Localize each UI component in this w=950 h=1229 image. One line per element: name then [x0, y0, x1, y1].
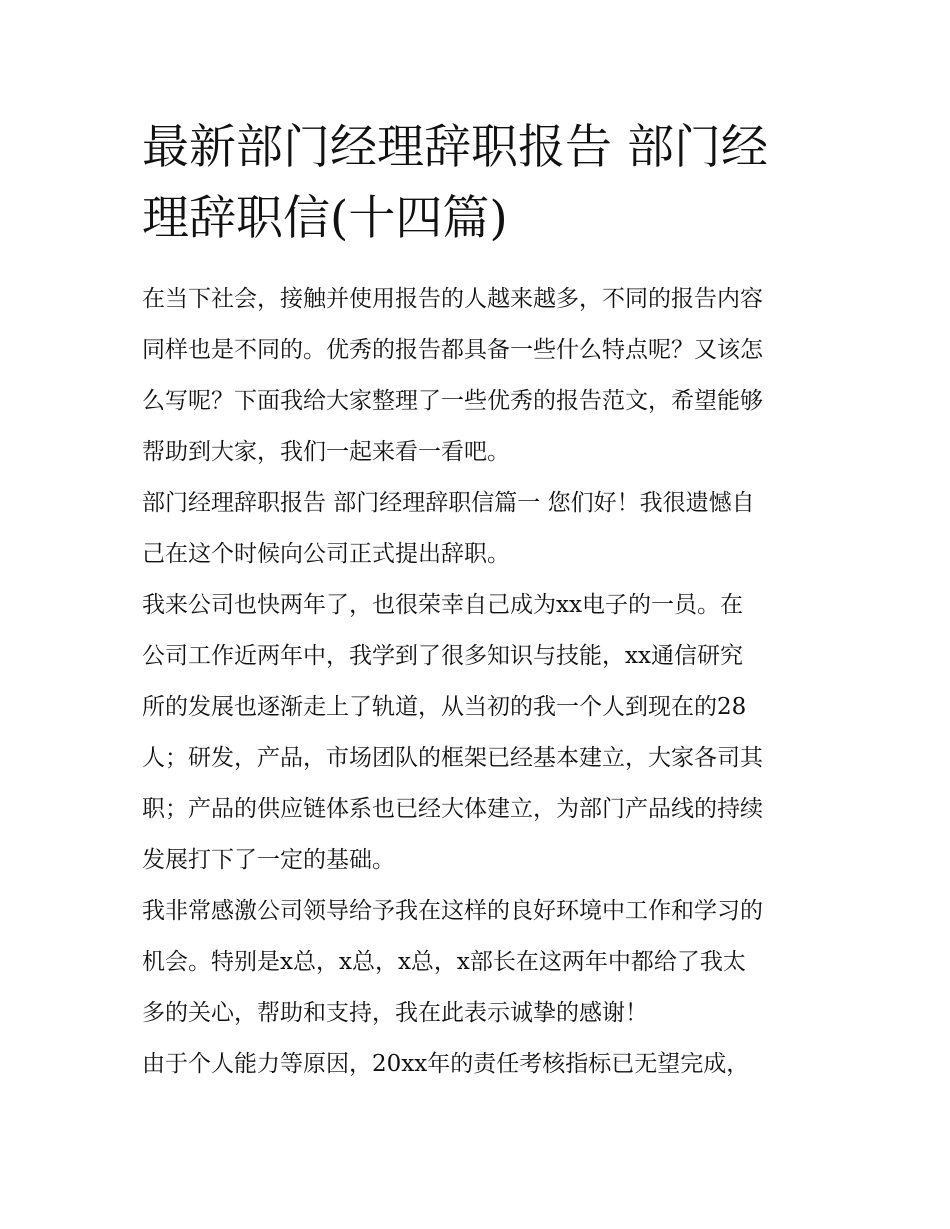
text-line: 我来公司也快两年了，也很荣幸自己成为xx电子的一员。在: [142, 592, 743, 618]
text-line: 同样也是不同的。优秀的报告都具备一些什么特点呢？又该怎: [142, 337, 763, 363]
paragraph-intro: [142, 274, 817, 478]
text-line: 机会。特别是x总，x总，x总，x部长在这两年中都给了我太: [142, 949, 746, 975]
text-line: 多的关心，帮助和支持，我在此表示诚挚的感谢！: [142, 1000, 648, 1026]
text-line: 帮助到大家，我们一起来看一看吧。: [142, 439, 510, 465]
document-body: [142, 274, 817, 1090]
paragraph-reason: [142, 1039, 817, 1090]
paragraph-experience: [142, 580, 817, 886]
title-line: 最新部门经理辞职报告 部门经: [142, 120, 768, 175]
text-line: 由于个人能力等原因，20xx年的责任考核指标已无望完成，: [142, 1051, 750, 1077]
text-line: 所的发展也逐渐走上了轨道，从当初的我一个人到现在的28: [142, 694, 747, 720]
title-line: 理辞职信(十四篇): [142, 191, 508, 246]
document-page: [142, 112, 817, 1090]
text-line: 部门经理辞职报告 部门经理辞职信篇一 您们好！我很遗憾自: [142, 490, 755, 516]
text-line: 人；研发，产品，市场团队的框架已经基本建立，大家各司其: [142, 745, 763, 771]
text-line: 发展打下了一定的基础。: [142, 847, 395, 873]
text-line: 在当下社会，接触并使用报告的人越来越多，不同的报告内容: [142, 286, 763, 312]
text-line: 我非常感激公司领导给予我在这样的良好环境中工作和学习的: [142, 898, 763, 924]
text-line: 么写呢？下面我给大家整理了一些优秀的报告范文，希望能够: [142, 388, 763, 414]
text-line: 公司工作近两年中，我学到了很多知识与技能，xx通信研究: [142, 643, 743, 669]
paragraph-gratitude: [142, 886, 817, 1039]
document-title: [142, 112, 817, 254]
text-line: 职；产品的供应链体系也已经大体建立，为部门产品线的持续: [142, 796, 763, 822]
paragraph-section-heading: [142, 478, 817, 580]
text-line: 己在这个时候向公司正式提出辞职。: [142, 541, 510, 567]
